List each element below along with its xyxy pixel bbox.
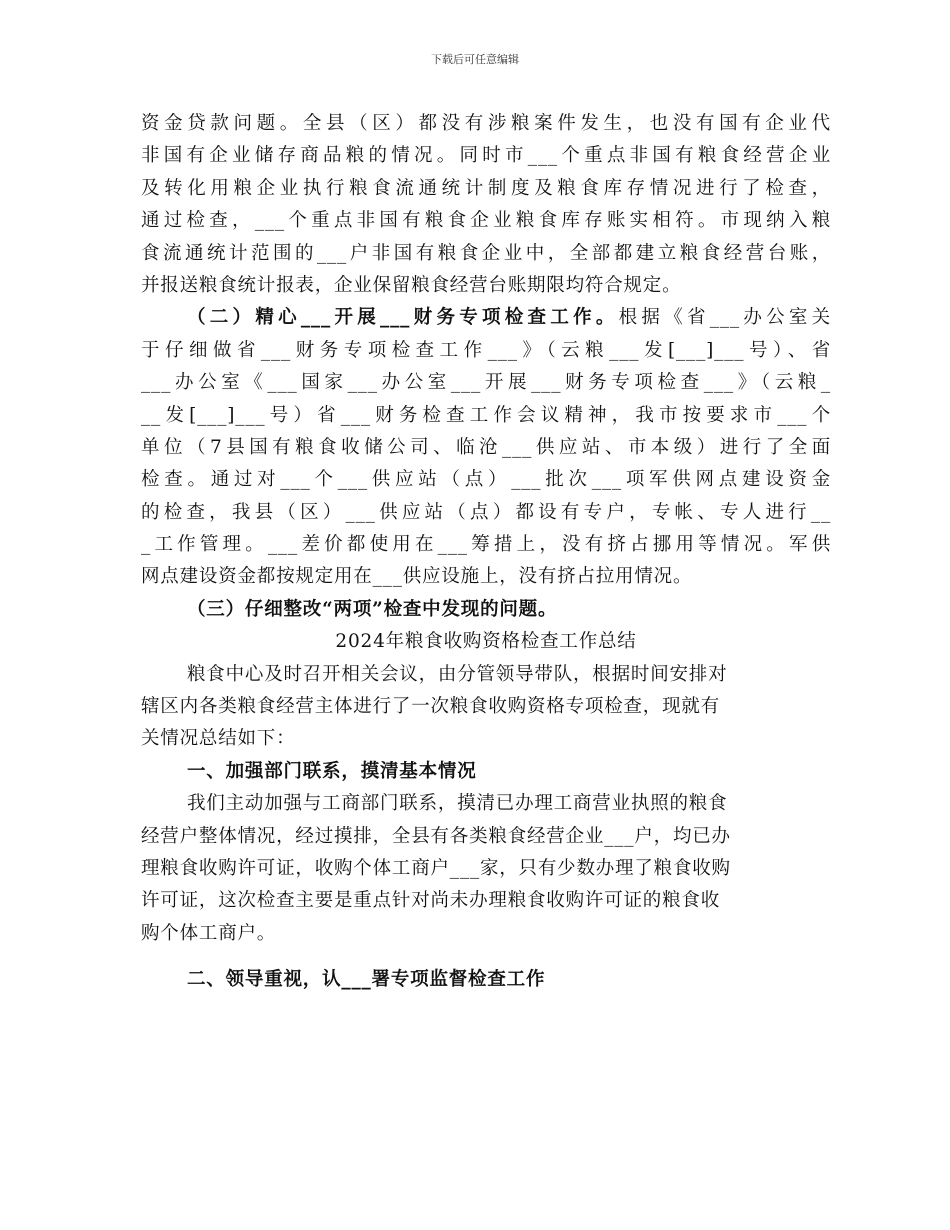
document-title: 2024年粮食收购资格检查工作总结 [335, 631, 637, 653]
text-line: 通过检查，___个重点非国有粮食企业粮食库存账实相符。市现纳入粮 [141, 210, 831, 232]
page-header: 下载后可任意编辑 [431, 53, 519, 66]
section-heading-rectification: （三）仔细整改“两项”检查中发现的问题。 [187, 598, 558, 620]
section-heading-2: 二、领导重视，认___署专项监督检查工作 [187, 969, 546, 991]
text-line: 及转化用粮企业执行粮食流通统计制度及粮食库存情况进行了检查， [141, 177, 831, 199]
text-line: 非国有企业储存商品粮的情况。同时市___个重点非国有粮食经营企业 [141, 145, 831, 167]
text-line: _工作管理。___差价都使用在___筹措上，没有挤占挪用等情况。军供 [141, 534, 831, 556]
text-line: 购个体工商户。 [141, 922, 277, 944]
bold-lead-text: （二）精心___开展___财务专项检查工作。 [187, 307, 619, 329]
paragraph-financial-inspection [141, 302, 831, 594]
paragraph-section-1 [141, 788, 831, 950]
text-line: 网点建设资金都按规定用在___供应设施上，没有挤占拉用情况。 [141, 566, 693, 588]
text-line: __发[___]___号）省___财务检查工作会议精神，我市按要求市___个 [141, 404, 831, 426]
text-line: 检查。通过对___个___供应站（点）___批次___项军供网点建设资金 [141, 469, 831, 491]
text-line: 辖区内各类粮食经营主体进行了一次粮食收购资格专项检查，现就有 [141, 696, 721, 718]
text-line: ___办公室《___国家___办公室___开展___财务专项检查___》（云粮_ [141, 372, 831, 394]
text-line: 资金贷款问题。全县（区）都没有涉粮案件发生，也没有国有企业代 [141, 113, 831, 134]
text-line: 于仔细做省___财务专项检查工作___》（云粮___发[___]___号）、省 [141, 339, 831, 361]
paragraph-intro [141, 659, 831, 756]
text-line: 经营户整体情况，经过摸排，全县有各类粮食经营企业___户，均已办 [141, 825, 731, 847]
paragraph-continued [141, 108, 831, 302]
text-line: 许可证，这次检查主要是重点针对尚未办理粮食收购许可证的粮食收 [141, 890, 721, 912]
text-line: 单位（7县国有粮食收储公司、临沧___供应站、市本级）进行了全面 [141, 436, 831, 458]
text-line: （二）精心___开展___财务专项检查工作。根据《省___办公室关 [187, 307, 831, 329]
text-line: 我们主动加强与工商部门联系，摸清已办理工商营业执照的粮食 [187, 793, 728, 815]
section-heading-1: 一、加强部门联系，摸清基本情况 [187, 760, 477, 782]
text-line: 并报送粮食统计报表，企业保留粮食经营台账期限均符合规定。 [141, 274, 682, 296]
text-line: 食流通统计范围的___户非国有粮食企业中，全部都建立粮食经营台账， [141, 242, 831, 264]
text-line: 关情况总结如下： [141, 728, 296, 750]
text-line: 理粮食收购许可证，收购个体工商户___家，只有少数办理了粮食收购 [141, 857, 731, 879]
document-body [141, 108, 831, 997]
text-line: 的检查，我县（区）___供应站（点）都设有专户，专帐、专人进行__ [141, 501, 831, 523]
text-line: 粮食中心及时召开相关会议，由分管领导带队，根据时间安排对 [187, 663, 728, 685]
